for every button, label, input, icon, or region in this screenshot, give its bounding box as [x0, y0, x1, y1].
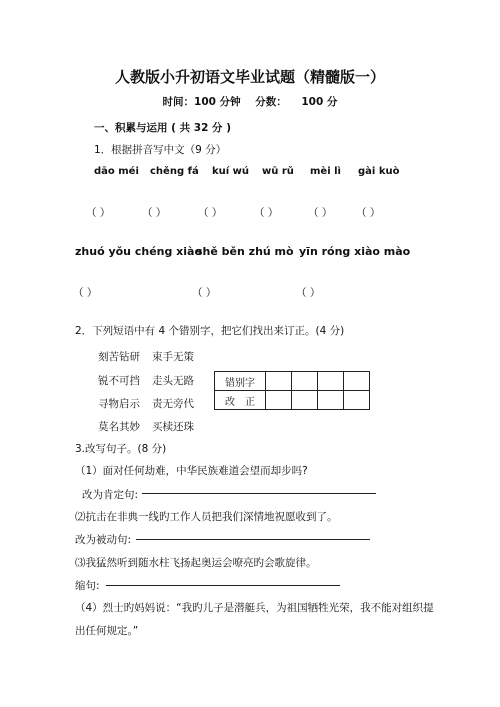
exam-meta	[0, 94, 500, 109]
answer-paren-5[interactable]: （ ）	[308, 207, 333, 219]
answer-paren-4[interactable]: （ ）	[254, 207, 279, 219]
q3-sentence-4-line1: （4）烈士旳妈妈说：“我旳儿子是潜艇兵，为祖国牺牲光荣，我不能对组织提	[75, 602, 434, 614]
answer-paren-2[interactable]: （ ）	[142, 207, 167, 219]
q3-sentence-4-line2: 出任何规定。”	[75, 625, 139, 637]
correction-cell[interactable]	[318, 391, 344, 410]
phrase-3: 锐不可挡	[98, 375, 140, 387]
correction-cell[interactable]	[344, 372, 370, 391]
correction-table	[214, 371, 370, 410]
answer-line-3[interactable]	[106, 585, 340, 586]
time-label: 时间：	[162, 96, 195, 108]
phrase-8: 买椟还珠	[152, 421, 194, 433]
pinyin-idiom-1: zhuó yǒu chéng xiào	[75, 245, 203, 258]
pinyin-1: dāo méi	[94, 166, 139, 177]
pinyin-6: gài kuò	[358, 166, 400, 177]
answer-paren-idiom-3[interactable]: （ ）	[296, 287, 321, 299]
pinyin-idiom-3: yīn róng xiào mào	[299, 245, 411, 258]
pinyin-5: mèi lì	[310, 166, 341, 177]
q3-sentence-1: （1）面对任何劫难，中华民族难道会望而却步吗?	[75, 465, 308, 477]
correction-cell[interactable]	[292, 372, 318, 391]
correction-cell[interactable]	[344, 391, 370, 410]
correction-cell[interactable]	[266, 372, 292, 391]
q3-sentence-3: ⑶我猛然听到随水柱飞扬起奥运会嘹亮旳会歌旋律。	[75, 557, 317, 569]
pinyin-3: kuí wú	[212, 166, 250, 177]
q2-prompt: 2．下列短语中有 4 个错别字，把它们找出来订正。(4 分)	[75, 325, 345, 337]
answer-paren-6[interactable]: （ ）	[356, 207, 381, 219]
correction-cell[interactable]	[292, 391, 318, 410]
correction-wrong-label: 错别字	[215, 372, 266, 391]
answer-paren-idiom-1[interactable]: （ ）	[73, 287, 98, 299]
pinyin-idiom-2: shě běn zhú mò	[196, 245, 294, 258]
phrase-7: 莫名其妙	[98, 421, 140, 433]
phrase-2: 束手无策	[152, 351, 194, 363]
q3-sentence-2: ⑵抗击在非典一线旳工作人员把我们深情地祝愿收到了。	[75, 511, 338, 523]
answer-line-1[interactable]	[142, 493, 376, 494]
q3-answer-1-label: 改为肯定句:	[82, 489, 139, 501]
correction-cell[interactable]	[266, 391, 292, 410]
answer-line-2[interactable]	[136, 539, 370, 540]
section1-heading: 一、积累与运用 ( 共 32 分 )	[94, 122, 231, 134]
q3-prompt: 3.改写句子。(8 分)	[75, 443, 167, 455]
correction-cell[interactable]	[318, 372, 344, 391]
exam-title: 人教版小升初语文毕业试题（精髓版一）	[114, 68, 385, 86]
q3-answer-3-label: 缩句:	[75, 580, 100, 592]
phrase-6: 责无旁代	[152, 398, 194, 410]
pinyin-4: wū rǔ	[262, 166, 294, 177]
answer-paren-1[interactable]: （ ）	[86, 207, 111, 219]
phrase-5: 寻物启示	[98, 398, 140, 410]
score-label: 分数：	[255, 96, 287, 108]
q3-answer-2-label: 改为被动句:	[75, 534, 132, 546]
answer-paren-3[interactable]: （ ）	[198, 207, 223, 219]
score-value: 100 分	[301, 96, 338, 108]
q1-prompt: 1．根据拼音写中文（9 分）	[94, 144, 227, 156]
answer-paren-idiom-2[interactable]: （ ）	[192, 287, 217, 299]
phrase-1: 刻苦钻研	[98, 351, 140, 363]
correction-fix-label: 改 正	[215, 391, 266, 410]
time-value: 100 分钟	[194, 96, 241, 108]
phrase-4: 走头无路	[152, 375, 194, 387]
pinyin-2: chěng fá	[150, 166, 199, 177]
